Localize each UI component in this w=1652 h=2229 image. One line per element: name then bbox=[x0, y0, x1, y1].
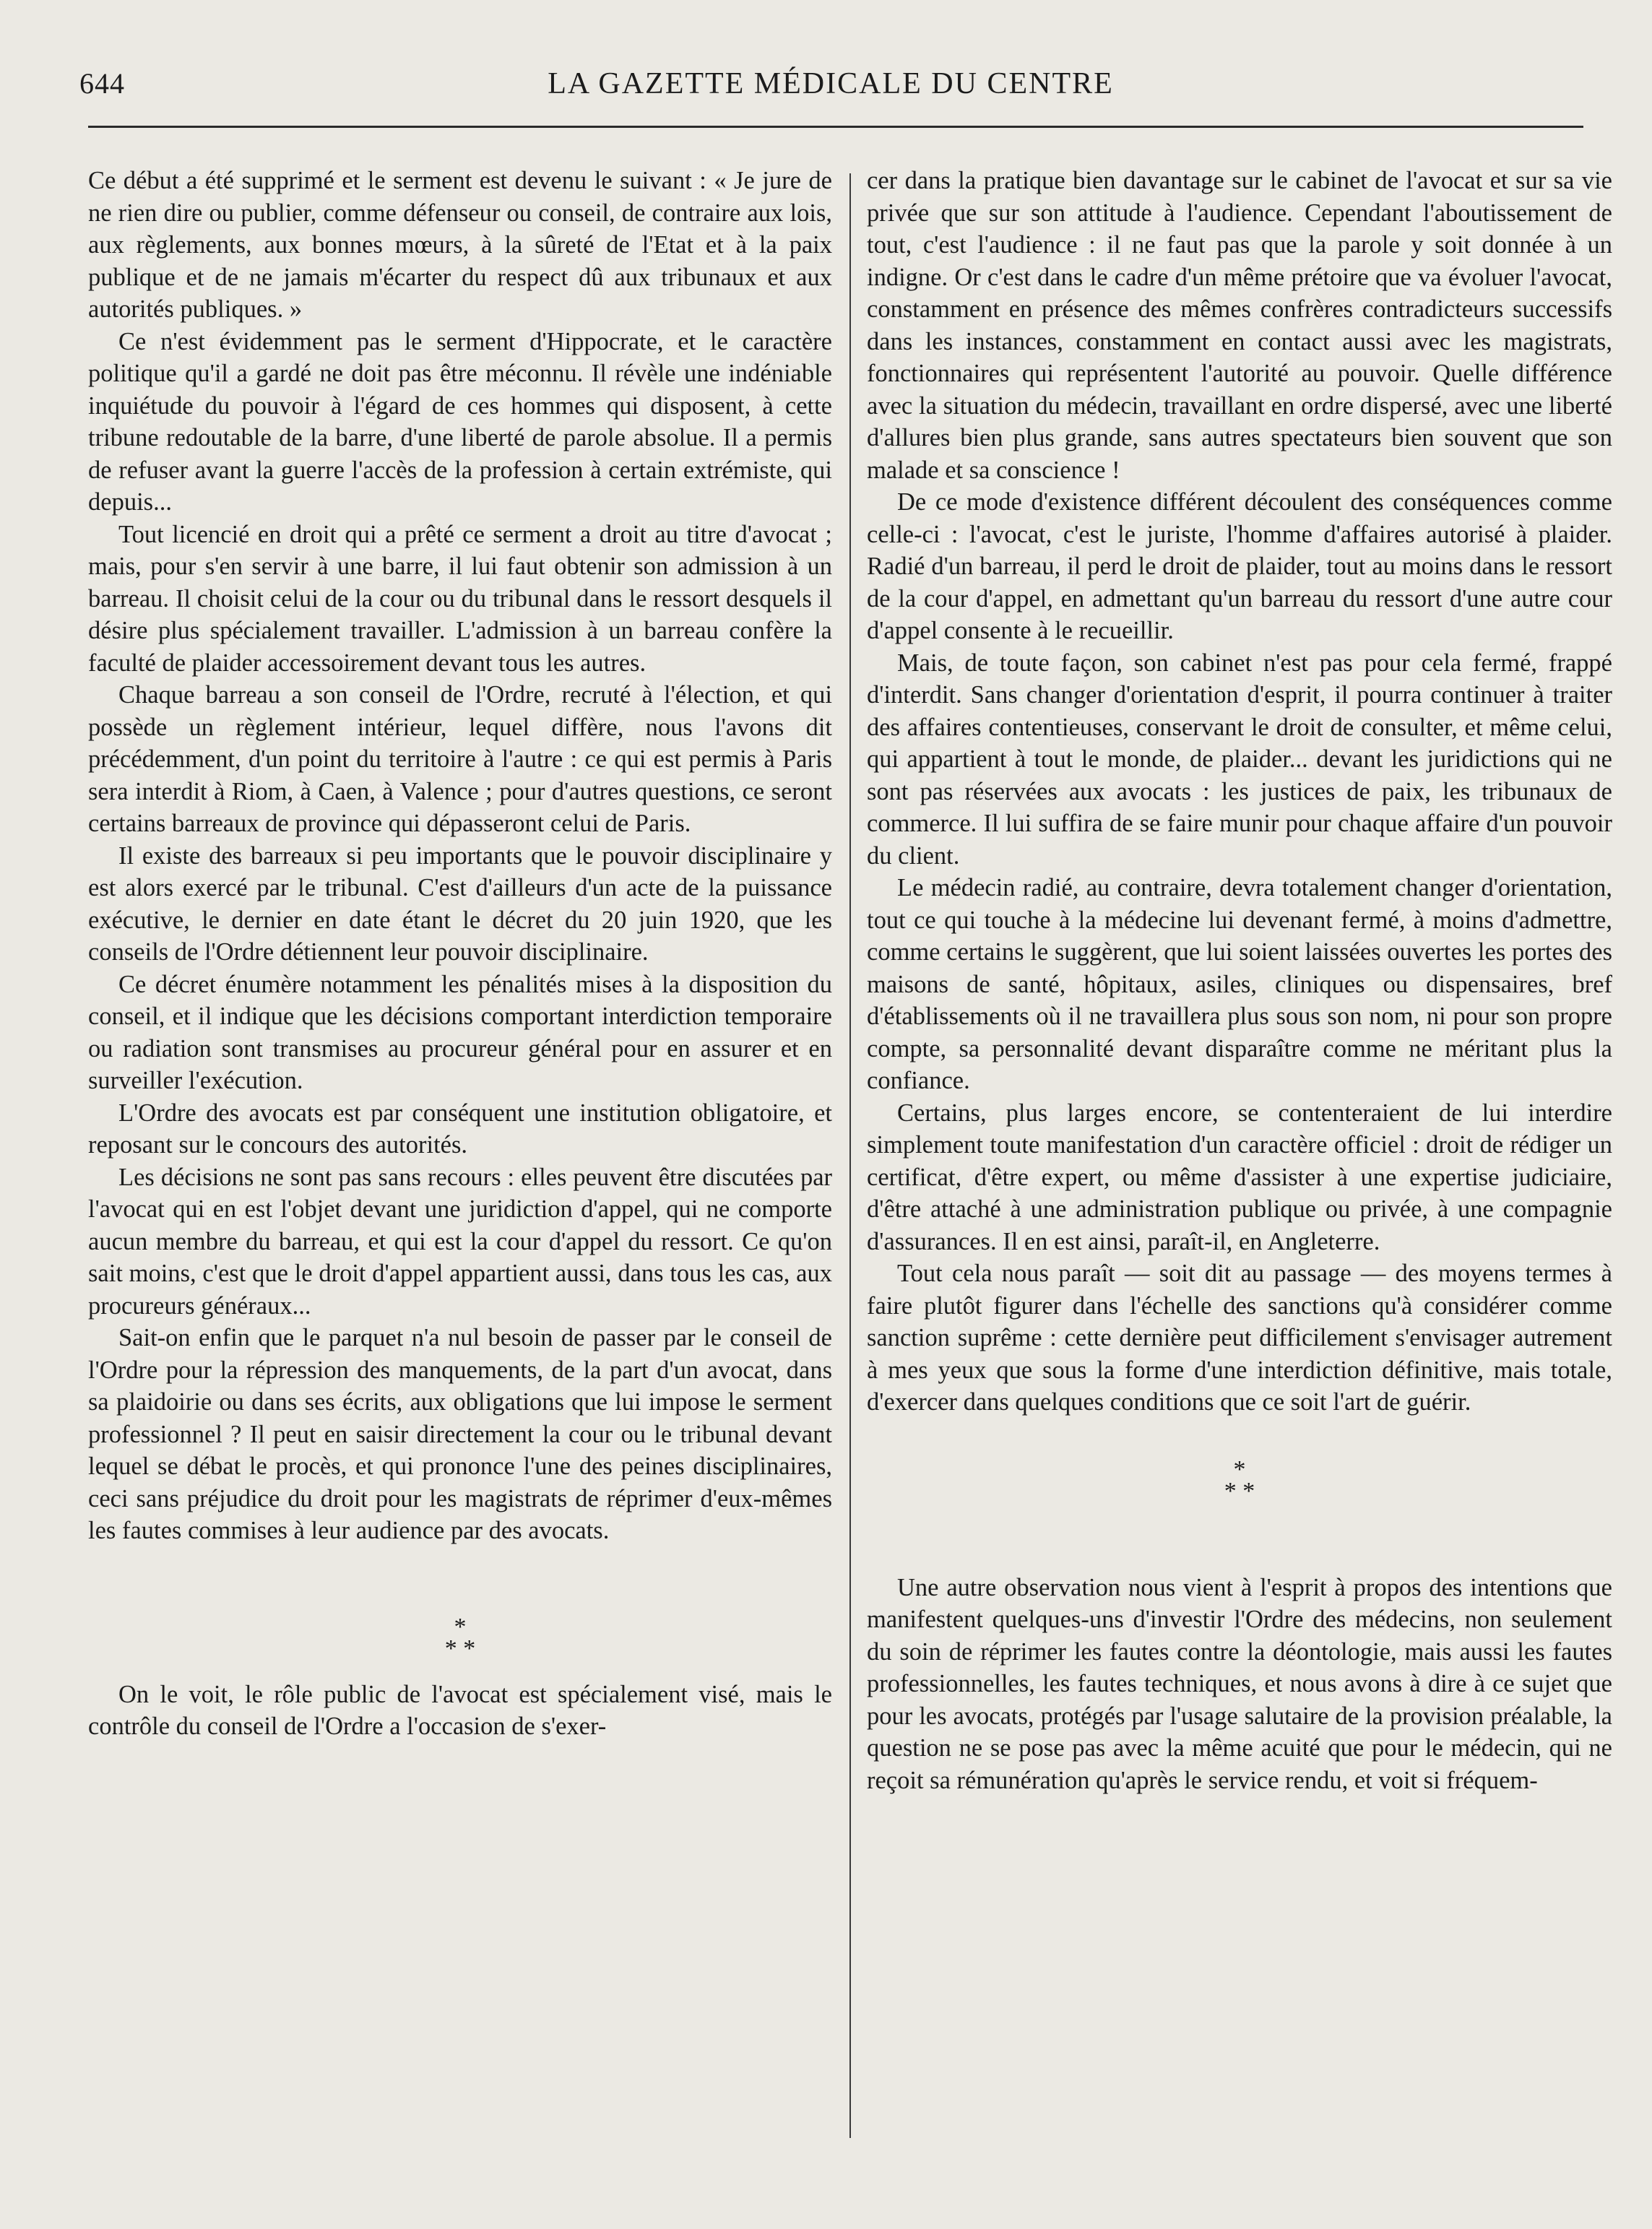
page-header bbox=[79, 66, 1582, 117]
header-rule bbox=[88, 126, 1583, 128]
paragraph: De ce mode d'existence différent découlent des conséquences comme celle-ci : l'avocat, c'est le juriste, l'homme d'affaires autorisé à plaider. Radié d'un barreau, il perd le droit de plaider, tout au moins dans le ressort de la cour d'appel, en admettant qu'un barreau du ressort d'une autre cour d'appel consente à le recueillir. bbox=[867, 488, 1612, 644]
running-title: LA GAZETTE MÉDICALE DU CENTRE bbox=[548, 67, 1114, 100]
right-column bbox=[867, 165, 1612, 1796]
left-column bbox=[88, 165, 832, 1743]
paragraph: Mais, de toute façon, son cabinet n'est pas pour cela fermé, frappé d'interdit. Sans changer d'orientation d'esprit, il pourra continuer à traiter des affaires contentieuses, conservant le droit de consulter, et même celui, qui appartient à tout le monde, de plaider... devant les juridictions qui ne sont pas réservées aux avocats : les justices de paix, les tribunaux de commerce. Il lui suffira de se faire munir pour chaque affaire d'un pouvoir du client. bbox=[867, 649, 1612, 870]
paragraph: L'Ordre des avocats est par conséquent une institution obligatoire, et reposant sur le concours des autorités. bbox=[88, 1099, 832, 1159]
paragraph: Une autre observation nous vient à l'esprit à propos des intentions que manifestent quelques-uns d'investir l'Ordre des médecins, non seulement du soin de réprimer les fautes contre la déontologie, mais aussi les fautes professionnelles, les fautes techniques, et nous avons à dire à ce sujet que pour les avocats, protégés par l'usage salutaire de la provision préalable, la question ne se pose pas avec la même acuité que pour le médecin, qui ne reçoit sa rémunération qu'après le service rendu, et voit si fréquem- bbox=[867, 1573, 1612, 1794]
paragraph: Il existe des barreaux si peu importants que le pouvoir disciplinaire y est alors exercé par le tribunal. C'est d'ailleurs d'un acte de la puissance exécutive, le dernier en date étant le décret du 20 juin 1920, que les conseils de l'Ordre détiennent leur pouvoir disciplinaire. bbox=[88, 841, 832, 966]
paragraph: cer dans la pratique bien davantage sur le cabinet de l'avocat et sur sa vie privée que sur son attitude à l'audience. Cependant l'aboutissement de tout, c'est l'audience : il ne faut pas que la parole y soit donnée à un indigne. Or c'est dans le cadre d'un même prétoire que va évoluer l'avocat, constamment en présence des mêmes confrères contradicteurs successifs dans les instances, constamment en contact aussi avec les magistrats, fonctionnaires qui représentent l'autorité au pouvoir. Quelle différence avec la situation du médecin, travaillant en ordre dispersé, avec une liberté d'allures bien plus grande, sans autres spectateurs bien souvent que son malade et sa conscience ! bbox=[867, 167, 1612, 484]
asterism-top: * bbox=[454, 1613, 467, 1640]
paragraph: Certains, plus larges encore, se contenteraient de lui interdire simplement toute manifestation d'un caractère officiel : droit de rédiger un certificat, d'être expert, ou même d'assister à une expertise judiciaire, d'être attaché à une administration publique ou privée, à une compagnie d'assurances. Il en est ainsi, paraît-il, en Angleterre. bbox=[867, 1099, 1612, 1255]
paragraph: Ce début a été supprimé et le serment est devenu le suivant : « Je jure de ne rien dire ou publier, comme défenseur ou conseil, de contraire aux lois, aux règlements, aux bonnes mœurs, à la sûreté de l'Etat et à la paix publique et de ne jamais m'écarter du respect dû aux tribunaux et aux autorités publiques. » bbox=[88, 167, 832, 323]
paragraph: Tout cela nous paraît — soit dit au passage — des moyens termes à faire plutôt figurer dans l'échelle des sanctions qu'à considérer comme sanction suprême : cette dernière peut difficilement s'envisager autrement à mes yeux que sous la forme d'une interdiction définitive, mais totale, d'exercer dans quelques conditions que ce soit l'art de guérir. bbox=[867, 1260, 1612, 1416]
page-number: 644 bbox=[79, 67, 125, 100]
paragraph: Les décisions ne sont pas sans recours : elles peuvent être discutées par l'avocat qui en est l'objet devant une juridiction d'appel, qui ne comporte aucun membre du barreau, et qui est la cour d'appel du ressort. Ce qu'on sait moins, c'est que le droit d'appel appartient aussi, dans tous les cas, aux procureurs généraux... bbox=[88, 1163, 832, 1320]
column-divider bbox=[849, 173, 851, 2138]
paragraph: Ce n'est évidemment pas le serment d'Hippocrate, et le caractère politique qu'il a gardé ne doit pas être méconnu. Il révèle une indéniable inquiétude du pouvoir à l'égard de ces hommes qui disposent, à cette tribune redoutable de la barre, d'une liberté de parole absolue. Il a permis de refuser avant la guerre l'accès de la profession à certain extrémiste, qui depuis... bbox=[88, 327, 832, 516]
section-asterism bbox=[867, 1455, 1612, 1505]
section-asterism bbox=[88, 1613, 832, 1662]
paragraph: Ce décret énumère notamment les pénalités mises à la disposition du conseil, et il indique que les décisions comportant interdiction temporaire ou radiation sont transmises au procureur général pour en assurer et en surveiller l'exécution. bbox=[88, 970, 832, 1094]
paragraph: On le voit, le rôle public de l'avocat est spécialement visé, mais le contrôle du conseil de l'Ordre a l'occasion de s'exer- bbox=[88, 1680, 832, 1740]
asterism-bottom: * * bbox=[444, 1635, 476, 1662]
asterism-bottom: * * bbox=[1224, 1477, 1255, 1505]
paragraph: Tout licencié en droit qui a prêté ce serment a droit au titre d'avocat ; mais, pour s'en servir à une barre, il lui faut obtenir son admission à un barreau. Il choisit celui de la cour ou du tribunal dans le ressort desquels il désire plus spécialement travailler. L'admission à un barreau confère la faculté de plaider accessoirement devant tous les autres. bbox=[88, 520, 832, 677]
paragraph: Sait-on enfin que le parquet n'a nul besoin de passer par le conseil de l'Ordre pour la répression des manquements, de la part d'un avocat, dans sa plaidoirie ou dans ses écrits, aux obligations que lui impose le serment professionnel ? Il peut en saisir directement la cour ou le tribunal devant lequel se débat le procès, et qui prononce l'une des peines disciplinaires, ceci sans préjudice du droit pour les magistrats de réprimer d'eux-mêmes les fautes commises à leur audience par des avocats. bbox=[88, 1324, 832, 1544]
paragraph: Le médecin radié, au contraire, devra totalement changer d'orientation, tout ce qui touche à la médecine lui devenant fermé, à moins d'admettre, comme certains le suggèrent, que lui soient laissées ouvertes les portes des maisons de santé, hôpitaux, asiles, cliniques ou dispensaires, bref d'établissements où il ne travaillera plus sous son nom, ni pour son propre compte, sa personnalité devant disparaître comme ne méritant plus la confiance. bbox=[867, 874, 1612, 1094]
paragraph: Chaque barreau a son conseil de l'Ordre, recruté à l'élection, et qui possède un règlement intérieur, lequel diffère, nous l'avons dit précédemment, d'un point du territoire à l'autre : ce qui est permis à Paris sera interdit à Riom, à Caen, à Valence ; pour d'autres questions, ce seront certains barreaux de province qui dépasseront celui de Paris. bbox=[88, 681, 832, 837]
asterism-top: * bbox=[1233, 1455, 1246, 1483]
